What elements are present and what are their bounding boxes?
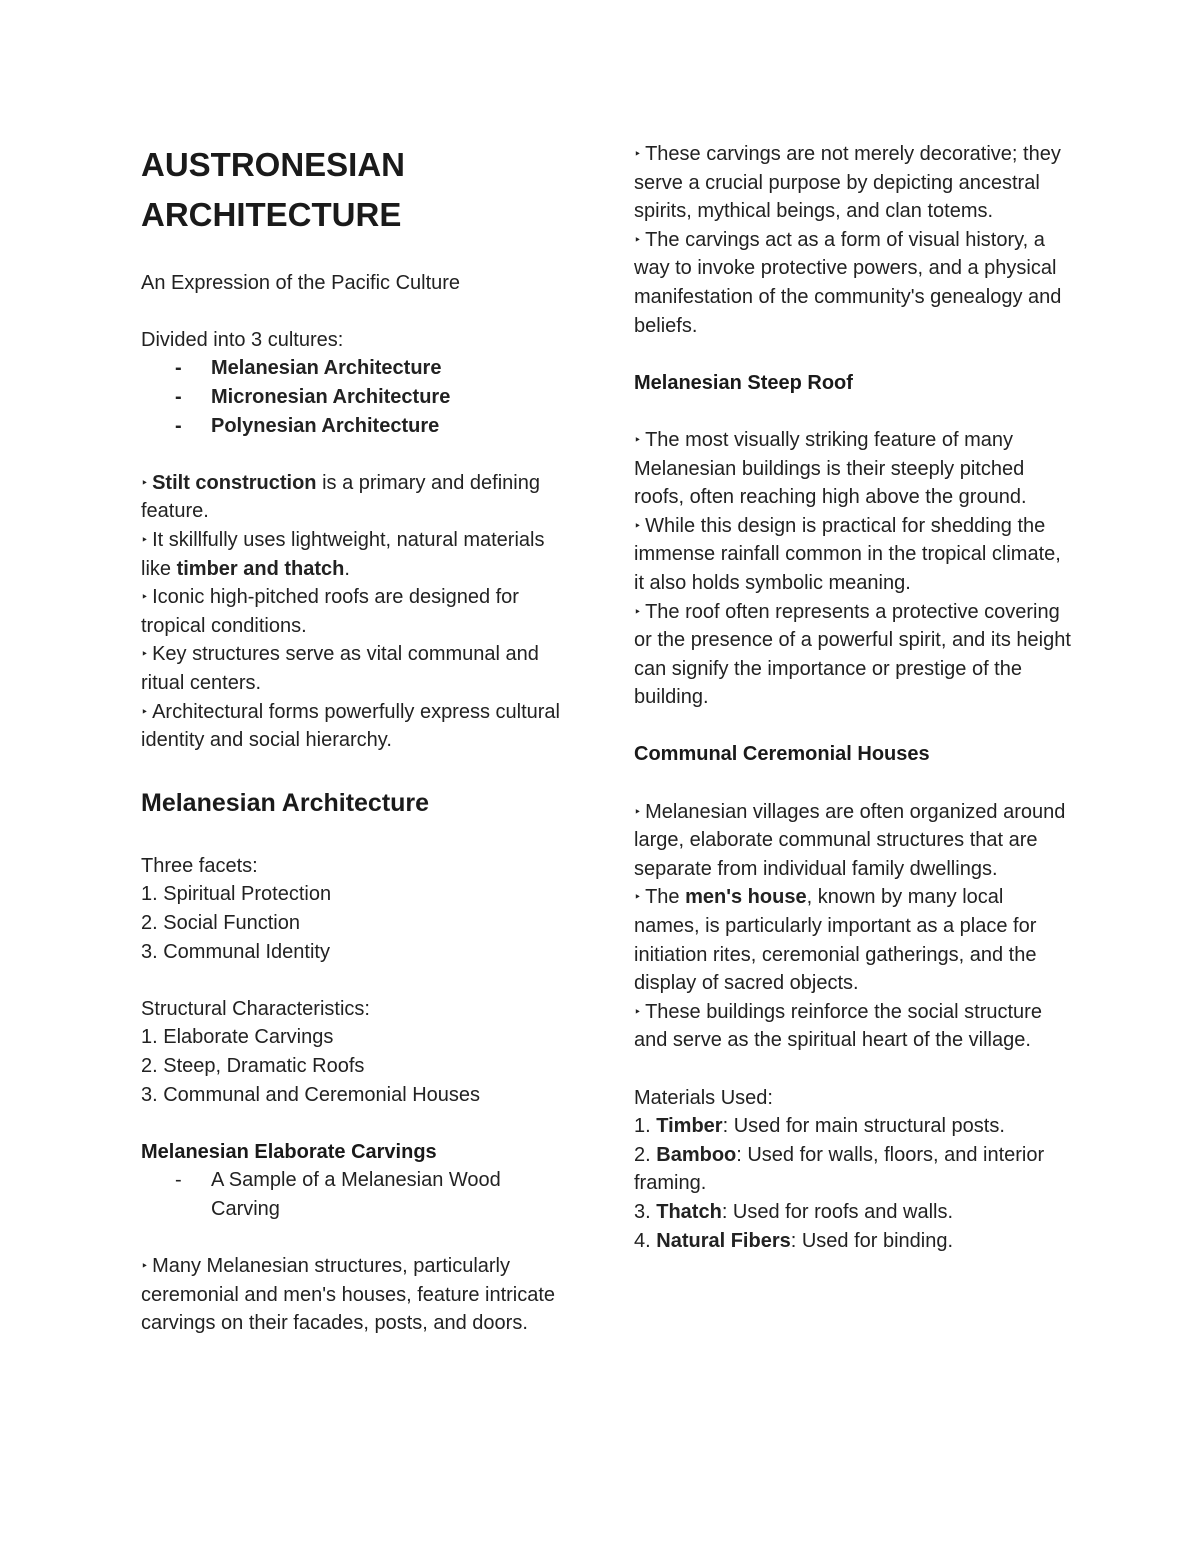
document-title: AUSTRONESIAN ARCHITECTURE xyxy=(141,146,406,233)
list-item: - Micronesian Architecture xyxy=(175,385,451,408)
bullet-carvings: ‣ Many Melanesian structures, particularly ceremonial and men's houses, feature intricate carvings on their facades, posts, and doors. xyxy=(141,1255,556,1335)
facet-item: 3. Communal Identity xyxy=(141,940,330,963)
structural-intro: Structural Characteristics: xyxy=(141,997,370,1020)
structural-item: 1. Elaborate Carvings xyxy=(141,1026,334,1049)
list-item: - Polynesian Architecture xyxy=(175,414,440,437)
bullet-mens-house: ‣ The men's house, known by many local names, is particularly important as a place for initiation rites, ceremonial gatherings, and the display of sacred objects. xyxy=(634,886,1037,995)
list-item: - A Sample of a Melanesian Wood Carving xyxy=(175,1169,501,1220)
houses-heading: Communal Ceremonial Houses xyxy=(634,743,930,766)
left-column xyxy=(141,140,571,1338)
bullet-houses: ‣ Melanesian villages are often organized around large, elaborate communal structures that are separate from individual family dwellings. xyxy=(634,800,1066,880)
roof-heading: Melanesian Steep Roof xyxy=(634,371,853,394)
bullet-roof: ‣ The most visually striking feature of many Melanesian buildings is their steeply pitched roofs, often reaching high above the ground. xyxy=(634,428,1027,509)
facet-item: 2. Social Function xyxy=(141,912,300,935)
carvings-heading: Melanesian Elaborate Carvings xyxy=(141,1140,437,1163)
section-heading: Melanesian Architecture xyxy=(141,789,430,818)
bullet-forms: ‣ Architectural forms powerfully express cultural identity and social hierarchy. xyxy=(141,700,560,752)
carvings-sample-list xyxy=(141,1166,571,1223)
bullet-materials: ‣ It skillfully uses lightweight, natural materials like timber and thatch. xyxy=(141,528,545,580)
list-item: - Melanesian Architecture xyxy=(175,357,442,380)
bullet-carvings-history: ‣ The carvings act as a form of visual history, a way to invoke protective powers, and a physical manifestation of the community's genealogy and beliefs. xyxy=(634,228,1062,337)
bullet-stilt: ‣ Stilt construction is a primary and defining feature. xyxy=(141,471,540,523)
materials-intro: Materials Used: xyxy=(634,1086,773,1109)
bullet-structures: ‣ Key structures serve as vital communal and ritual centers. xyxy=(141,643,539,694)
bullet-roof: ‣ While this design is practical for shedding the immense rainfall common in the tropical climate, it also holds symbolic meaning. xyxy=(634,514,1061,594)
structural-item: 2. Steep, Dramatic Roofs xyxy=(141,1055,365,1078)
cultures-list xyxy=(141,354,571,440)
bullet-houses: ‣ These buildings reinforce the social structure and serve as the spiritual heart of the village. xyxy=(634,1000,1042,1052)
facets-intro: Three facets: xyxy=(141,854,258,877)
material-item: 3. Thatch: Used for roofs and walls. xyxy=(634,1200,954,1223)
subtitle: An Expression of the Pacific Culture xyxy=(141,271,461,294)
bullet-roof: ‣ The roof often represents a protective covering or the presence of a powerful spirit, and its height can signify the importance or prestige of the building. xyxy=(634,600,1071,709)
facet-item: 1. Spiritual Protection xyxy=(141,883,332,906)
material-item: 4. Natural Fibers: Used for binding. xyxy=(634,1229,954,1252)
material-item: 2. Bamboo: Used for walls, floors, and interior framing. xyxy=(634,1143,1045,1195)
structural-item: 3. Communal and Ceremonial Houses xyxy=(141,1083,481,1106)
bullet-roofs: ‣ Iconic high-pitched roofs are designed for tropical conditions. xyxy=(141,586,519,637)
divided-intro: Divided into 3 cultures: xyxy=(141,328,344,351)
right-column xyxy=(634,140,1074,1255)
bullet-carvings-purpose: ‣ These carvings are not merely decorative; they serve a crucial purpose by depicting ancestral spirits, mythical beings, and clan totems. xyxy=(634,143,1061,223)
material-item: 1. Timber: Used for main structural posts. xyxy=(634,1115,1005,1138)
